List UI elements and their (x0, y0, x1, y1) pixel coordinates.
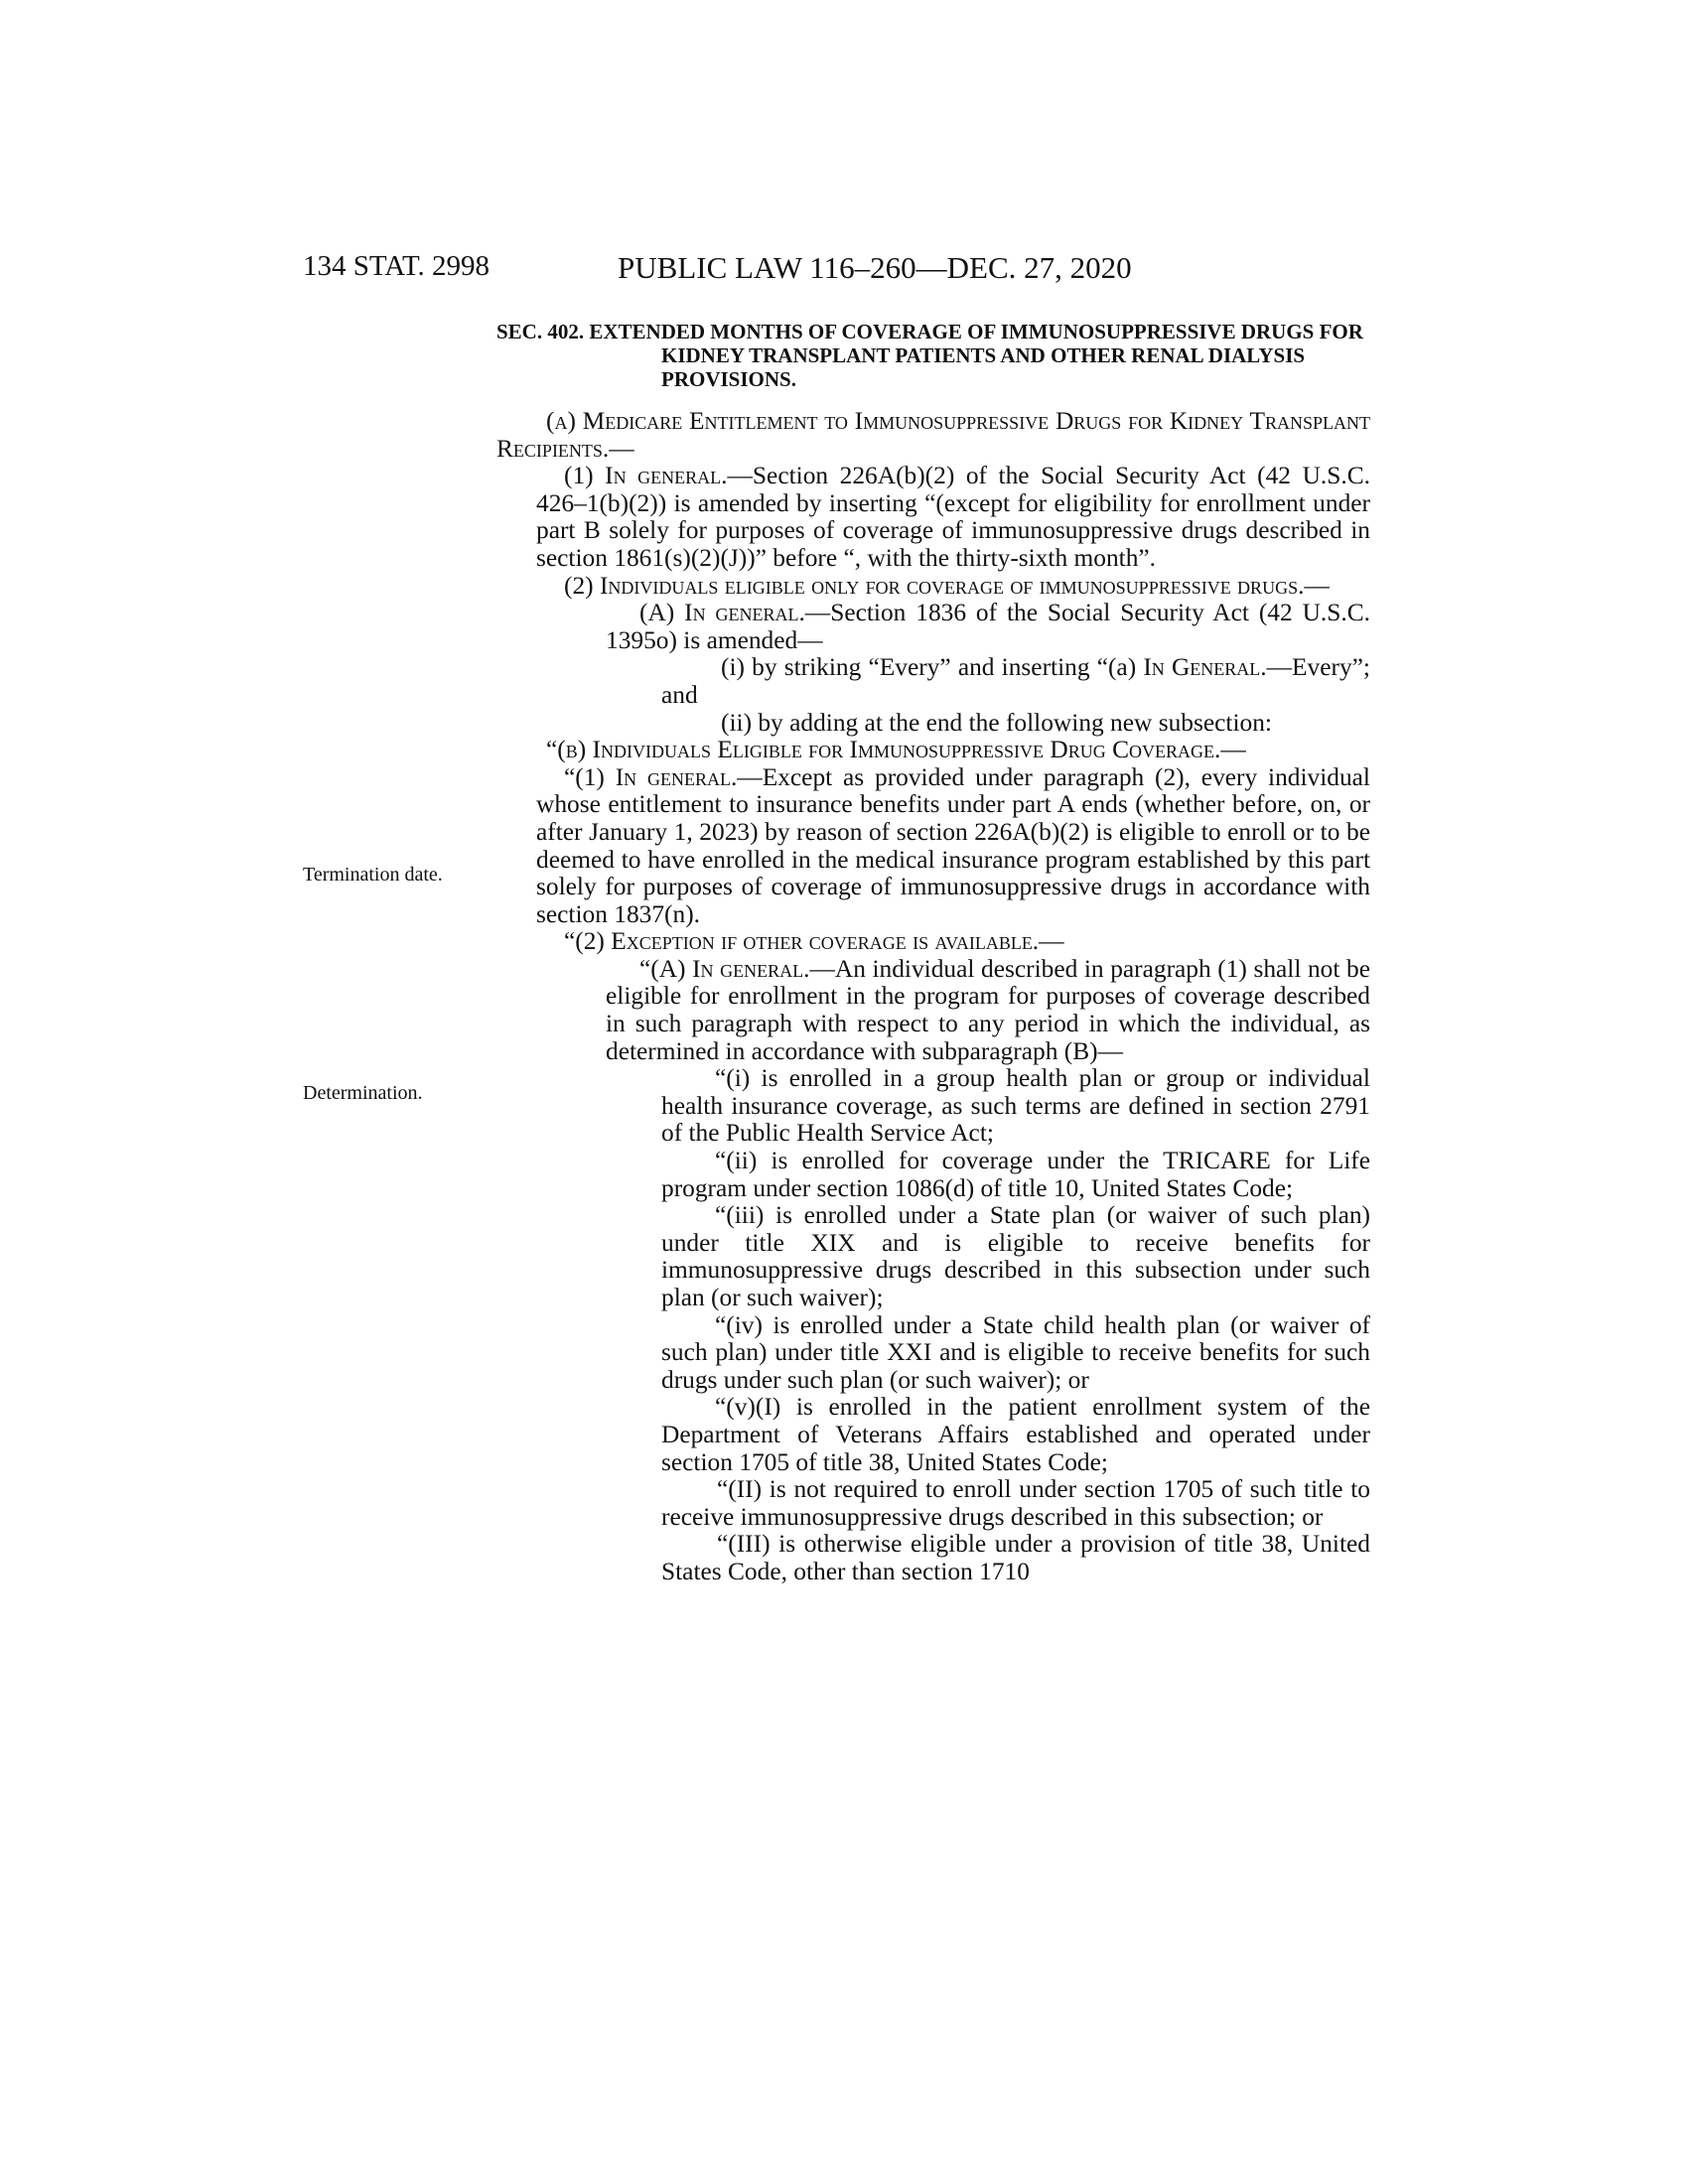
paragraph-a-heading (496, 408, 1370, 463)
paragraph-b2A-heading: “(A) In general.— (639, 954, 835, 983)
clause-ii: “(ii) is enrolled for coverage under the TRICARE for Life program under section 1086(d) of title 10, United States Code; (661, 1147, 1370, 1202)
paragraph-a1 (496, 463, 1370, 572)
section-heading: SEC. 402. EXTENDED MONTHS OF COVERAGE OF IMMUNOSUPPRESSIVE DRUGS FOR KIDNEY TRANSPLANT PATIENTS AND OTHER RENAL DIALYSIS PROVISIONS. (496, 320, 1363, 391)
paragraph-b1-text: Except as provided under paragraph (2), every individual whose entitlement to insurance benefits under part A ends (whether before, on, or after January 1, 2023) by reason of section 226A(b)(2) is eligible to enroll or to be deemed to have enrolled in the medical insurance program established by this part solely for purposes of coverage of immunosuppressive drugs in accordance with section 1837(n). (536, 762, 1370, 928)
subsection-b-heading-text: “(b) Individuals Eligible for Immunosuppressive Drug Coverage.— (546, 736, 1246, 764)
clause-a2Ai (496, 654, 1370, 709)
paragraph-a2A (496, 600, 1370, 654)
margin-note-determination: Determination. (303, 1082, 423, 1104)
paragraph-a-heading-text: (a) Medicare Entitlement to Immunosuppressive Drugs for Kidney Transplant Recipients.— (496, 407, 1370, 463)
stat-citation: 134 STAT. 2998 (303, 250, 491, 282)
clause-a2Ai-smallcaps: In General. (1143, 653, 1267, 682)
running-header (0, 250, 1688, 290)
paragraph-a2-heading (496, 573, 1370, 601)
clause-iv: “(iv) is enrolled under a State child health plan (or waiver of such plan) under title XXI and is eligible to receive benefits for such drugs under such plan (or such waiver); or (661, 1310, 1370, 1394)
body-column (496, 320, 1370, 1586)
subsection-b-heading (496, 737, 1370, 764)
paragraph-a1-text: Section 226A(b)(2) of the Social Security Act (42 U.S.C. 426–1(b)(2)) is amended by inserting “(except for eligibility for enrollment under part B solely for purposes of coverage of immunosuppressive drugs described in section 1861(s)(2)(J))” before “, with the thirty-sixth month”. (536, 462, 1370, 572)
subclause-II: “(II) is not required to enroll under section 1705 of such title to receive immunosuppressive drugs described in this subsection; or (661, 1475, 1370, 1531)
paragraph-a2A-text: Section 1836 of the Social Security Act (42 U.S.C. 1395o) is amended— (606, 599, 1371, 654)
clause-a2Ai-post: —Every”; and (661, 653, 1370, 709)
paragraph-a1-heading: (1) In general.— (564, 462, 753, 490)
clause-a2Ai-pre: (i) by striking “Every” and inserting “(a) (721, 653, 1144, 682)
paragraph-a2-heading-text: (2) Individuals eligible only for coverage of immunosuppressive drugs.— (564, 571, 1330, 600)
clause-iii: “(iii) is enrolled under a State plan (or waiver of such plan) under title XIX and is eligible to receive benefits for immunosuppressive drugs described in this subsection under such plan (or such waiver); (661, 1201, 1370, 1311)
paragraph-a2A-heading: (A) In general.— (639, 599, 831, 627)
subclause-III: “(III) is otherwise eligible under a provision of title 38, United States Code, other than section 1710 (661, 1530, 1370, 1585)
clause-a2Aii: (ii) by adding at the end the following new subsection: (721, 708, 1272, 737)
paragraph-b2A (496, 956, 1370, 1065)
clause-i: “(i) is enrolled in a group health plan or group or individual health insurance coverage, as such terms are defined in section 2791 of the Public Health Service Act; (661, 1064, 1370, 1148)
clause-v-I: “(v)(I) is enrolled in the patient enrollment system of the Department of Veterans Affairs established and operated under section 1705 of title 38, United States Code; (661, 1393, 1370, 1476)
paragraph-b1 (496, 764, 1370, 929)
paragraph-b1-heading: “(1) In general.— (564, 762, 763, 791)
paragraph-b2A-text: An individual described in paragraph (1) shall not be eligible for enrollment in the program for purposes of coverage described in such paragraph with respect to any period in which the individual, as determined in accordance with subparagraph (B)— (606, 954, 1370, 1065)
paragraph-b2-heading (496, 928, 1370, 956)
margin-note-termination-date: Termination date. (303, 864, 443, 886)
public-law-date: PUBLIC LAW 116–260—DEC. 27, 2020 (618, 250, 1132, 285)
paragraph-b2-heading-text: “(2) Exception if other coverage is available.— (564, 927, 1064, 956)
